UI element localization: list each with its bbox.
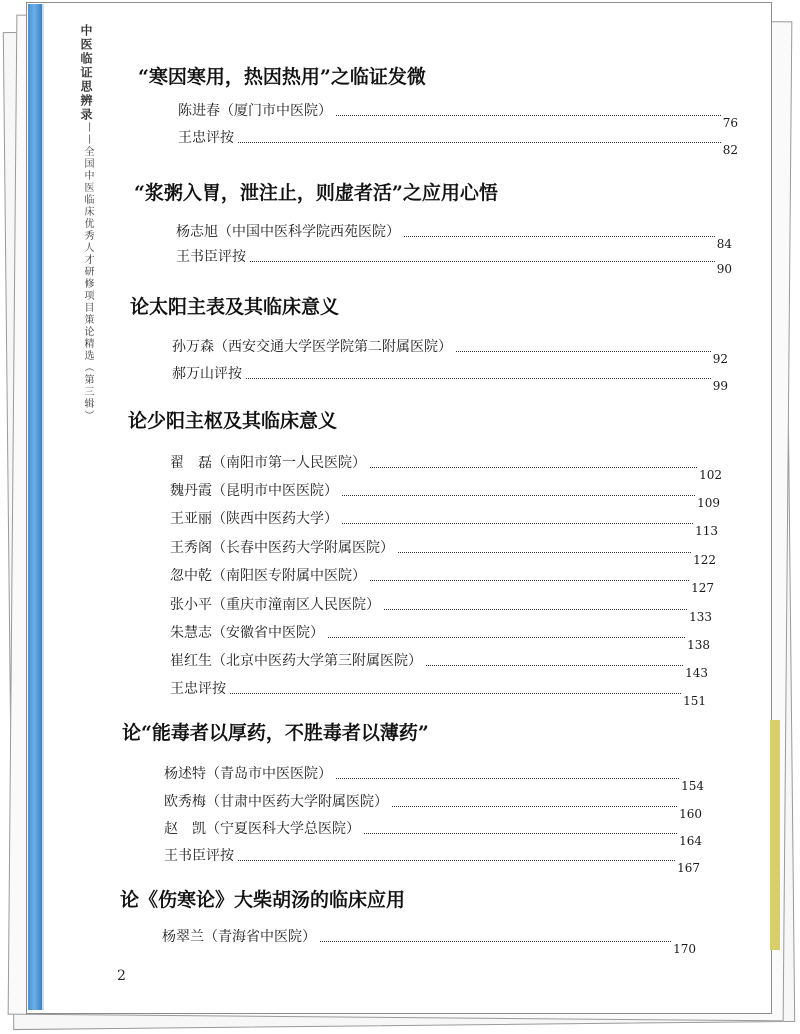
entry-page-number: 109 bbox=[697, 496, 720, 510]
toc-entry[interactable] bbox=[178, 100, 738, 130]
dot-leader bbox=[398, 552, 691, 553]
dot-leader bbox=[370, 580, 689, 581]
entry-author: 崔红生（北京中医药大学第三附属医院） bbox=[170, 653, 422, 669]
dot-leader bbox=[238, 142, 721, 143]
toc-entry[interactable] bbox=[170, 594, 712, 624]
dot-leader bbox=[370, 467, 697, 468]
toc-entry[interactable] bbox=[162, 926, 696, 956]
section-title: 论“能毒者以厚药，不胜毒者以薄药” bbox=[122, 722, 429, 744]
running-head-subtitle: 全国中医临床优秀人才研修项目策论精选（第三辑） bbox=[82, 146, 93, 422]
toc-entry[interactable] bbox=[164, 845, 700, 875]
entry-page-number: 164 bbox=[679, 834, 702, 848]
dot-leader bbox=[342, 495, 695, 496]
entry-page-number: 92 bbox=[712, 352, 728, 366]
entry-page-number: 154 bbox=[681, 779, 704, 793]
dot-leader bbox=[336, 778, 679, 779]
toc-entry[interactable] bbox=[172, 363, 728, 393]
section-title: 论太阳主表及其临床意义 bbox=[130, 296, 340, 318]
entry-page-number: 133 bbox=[689, 610, 712, 624]
entry-commentary: 王书臣评按 bbox=[164, 848, 234, 864]
toc-entry[interactable] bbox=[170, 537, 716, 567]
entry-page-number: 170 bbox=[673, 942, 696, 956]
entry-page-number: 99 bbox=[712, 379, 728, 393]
entry-page-number: 167 bbox=[677, 861, 700, 875]
dot-leader bbox=[250, 261, 715, 262]
page-folio: 2 bbox=[117, 968, 126, 984]
dot-leader bbox=[384, 609, 687, 610]
toc-entry[interactable] bbox=[170, 508, 718, 538]
section-title: “浆粥入胃，泄注止，则虚者活”之应用心悟 bbox=[134, 182, 498, 204]
running-head-dash: —— bbox=[84, 122, 95, 146]
entry-page-number: 113 bbox=[695, 524, 718, 538]
entry-commentary: 王忠评按 bbox=[178, 130, 234, 146]
dot-leader bbox=[342, 523, 693, 524]
toc-entry[interactable] bbox=[164, 763, 704, 793]
toc-entry[interactable] bbox=[176, 246, 732, 276]
entry-author: 翟 磊（南阳市第一人民医院） bbox=[170, 455, 366, 471]
entry-commentary: 王忠评按 bbox=[170, 681, 226, 697]
entry-page-number: 122 bbox=[693, 553, 716, 567]
dot-leader bbox=[238, 860, 675, 861]
dot-leader bbox=[456, 351, 711, 352]
dot-leader bbox=[230, 693, 681, 694]
entry-author: 王秀阁（长春中医药大学附属医院） bbox=[170, 540, 394, 556]
dot-leader bbox=[404, 236, 715, 237]
entry-page-number: 84 bbox=[716, 237, 732, 251]
entry-page-number: 76 bbox=[722, 116, 738, 130]
section-title: “寒因寒用，热因热用”之临证发微 bbox=[138, 66, 426, 88]
toc-entry[interactable] bbox=[170, 678, 706, 708]
entry-page-number: 102 bbox=[699, 468, 722, 482]
dot-leader bbox=[246, 378, 711, 379]
toc-entry[interactable] bbox=[170, 452, 722, 482]
entry-author: 魏丹霞（昆明市中医医院） bbox=[170, 483, 338, 499]
running-head-title: 中医临证思辨录 bbox=[79, 24, 93, 122]
toc-entry[interactable] bbox=[176, 221, 732, 251]
entry-author: 杨翠兰（青海省中医院） bbox=[162, 929, 316, 945]
dot-leader bbox=[320, 941, 671, 942]
entry-page-number: 127 bbox=[691, 581, 714, 595]
entry-author: 杨述特（青岛市中医医院） bbox=[164, 766, 332, 782]
entry-commentary: 王书臣评按 bbox=[176, 249, 246, 265]
entry-page-number: 90 bbox=[716, 262, 732, 276]
entry-commentary: 郝万山评按 bbox=[172, 366, 242, 382]
entry-author: 朱慧志（安徽省中医院） bbox=[170, 625, 324, 641]
toc-entry[interactable] bbox=[170, 565, 714, 595]
dot-leader bbox=[336, 115, 721, 116]
toc-entry[interactable] bbox=[170, 650, 708, 680]
entry-author: 王亚丽（陕西中医药大学） bbox=[170, 511, 338, 527]
toc-entry[interactable] bbox=[172, 336, 728, 366]
section-title: 论《伤寒论》大柴胡汤的临床应用 bbox=[120, 889, 406, 911]
entry-author: 孙万森（西安交通大学医学院第二附属医院） bbox=[172, 339, 452, 355]
entry-page-number: 143 bbox=[685, 666, 708, 680]
toc-entry[interactable] bbox=[170, 480, 720, 510]
entry-page-number: 151 bbox=[683, 694, 706, 708]
dot-leader bbox=[364, 833, 677, 834]
entry-page-number: 160 bbox=[679, 807, 702, 821]
section-title: 论少阳主枢及其临床意义 bbox=[128, 410, 338, 432]
entry-author: 杨志旭（中国中医科学院西苑医院） bbox=[176, 224, 400, 240]
entry-page-number: 82 bbox=[722, 143, 738, 157]
dot-leader bbox=[426, 665, 683, 666]
toc-entry[interactable] bbox=[170, 622, 710, 652]
dot-leader bbox=[392, 806, 677, 807]
entry-author: 陈进春（厦门市中医院） bbox=[178, 103, 332, 119]
entry-page-number: 138 bbox=[687, 638, 710, 652]
toc-entry[interactable] bbox=[164, 791, 702, 821]
toc-entry[interactable] bbox=[164, 818, 702, 848]
entry-author: 欧秀梅（甘肃中医药大学附属医院） bbox=[164, 794, 388, 810]
toc-entry[interactable] bbox=[178, 127, 738, 157]
entry-author: 忽中乾（南阳医专附属中医院） bbox=[170, 568, 366, 584]
dot-leader bbox=[328, 637, 685, 638]
entry-author: 张小平（重庆市潼南区人民医院） bbox=[170, 597, 380, 613]
entry-author: 赵 凯（宁夏医科大学总医院） bbox=[164, 821, 360, 837]
